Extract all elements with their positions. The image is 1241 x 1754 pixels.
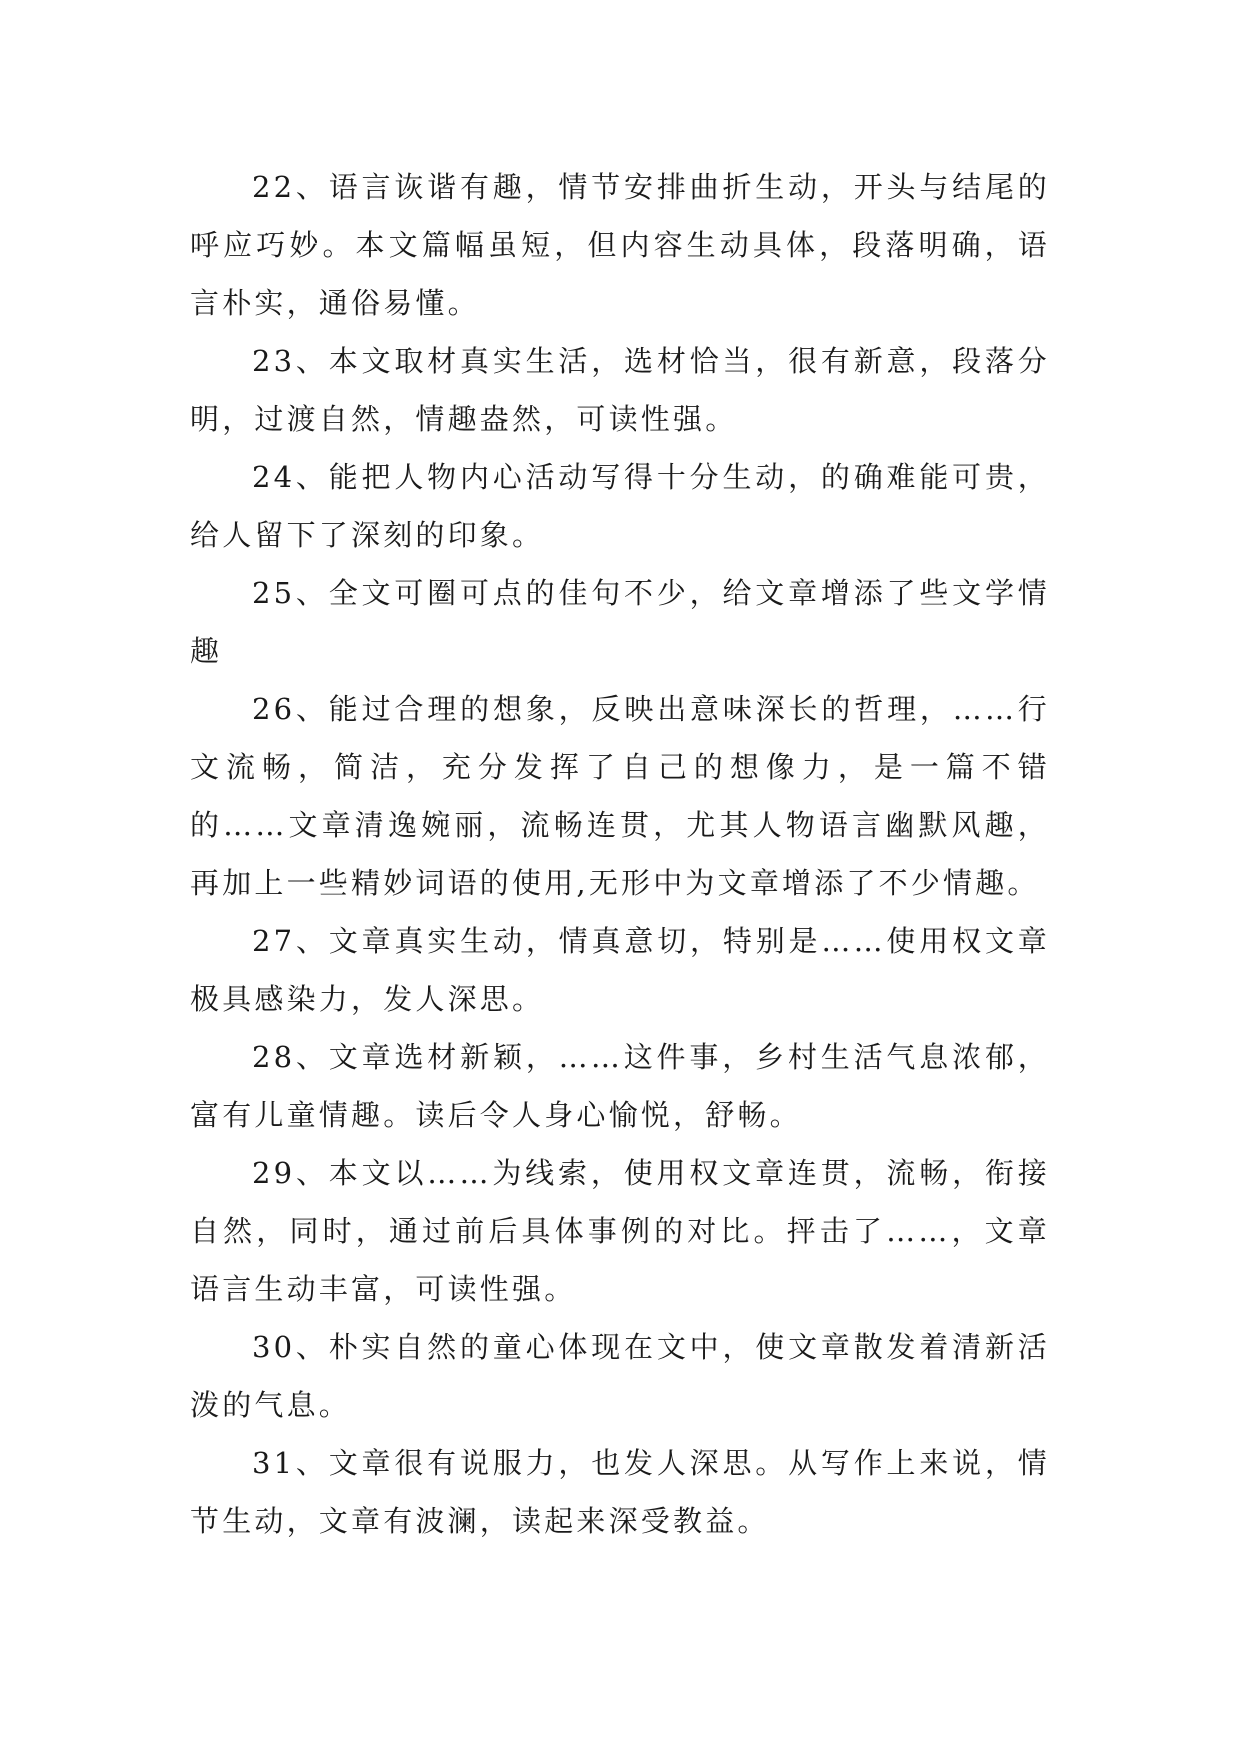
paragraph-23: 23、本文取材真实生活，选材恰当，很有新意，段落分明，过渡自然，情趣盎然，可读性强。 [190, 344, 1050, 436]
paragraph-26: 26、能过合理的想象，反映出意味深长的哲理，……行文流畅，简洁，充分发挥了自己的想像力，是一篇不错的……文章清逸婉丽，流畅连贯，尤其人物语言幽默风趣，再加上一些精妙词语的使用,无形中为文章增添了不少情趣。 [190, 692, 1050, 900]
paragraph-24: 24、能把人物内心活动写得十分生动，的确难能可贵，给人留下了深刻的印象。 [190, 460, 1050, 552]
document-body [190, 158, 1050, 1550]
paragraph-30: 30、朴实自然的童心体现在文中，使文章散发着清新活泼的气息。 [190, 1330, 1050, 1422]
paragraph-22: 22、语言诙谐有趣，情节安排曲折生动，开头与结尾的呼应巧妙。本文篇幅虽短，但内容生动具体，段落明确，语言朴实，通俗易懂。 [190, 170, 1050, 320]
paragraph-28: 28、文章选材新颖，……这件事，乡村生活气息浓郁，富有儿童情趣。读后令人身心愉悦，舒畅。 [190, 1040, 1050, 1132]
paragraph-27: 27、文章真实生动，情真意切，特别是……使用权文章极具感染力，发人深思。 [190, 924, 1050, 1016]
paragraph-25: 25、全文可圈可点的佳句不少，给文章增添了些文学情趣 [190, 576, 1050, 668]
paragraph-29: 29、本文以……为线索，使用权文章连贯，流畅，衔接自然，同时，通过前后具体事例的对比。抨击了……，文章语言生动丰富，可读性强。 [190, 1156, 1050, 1306]
paragraph-31: 31、文章很有说服力，也发人深思。从写作上来说，情节生动，文章有波澜，读起来深受教益。 [190, 1446, 1050, 1538]
